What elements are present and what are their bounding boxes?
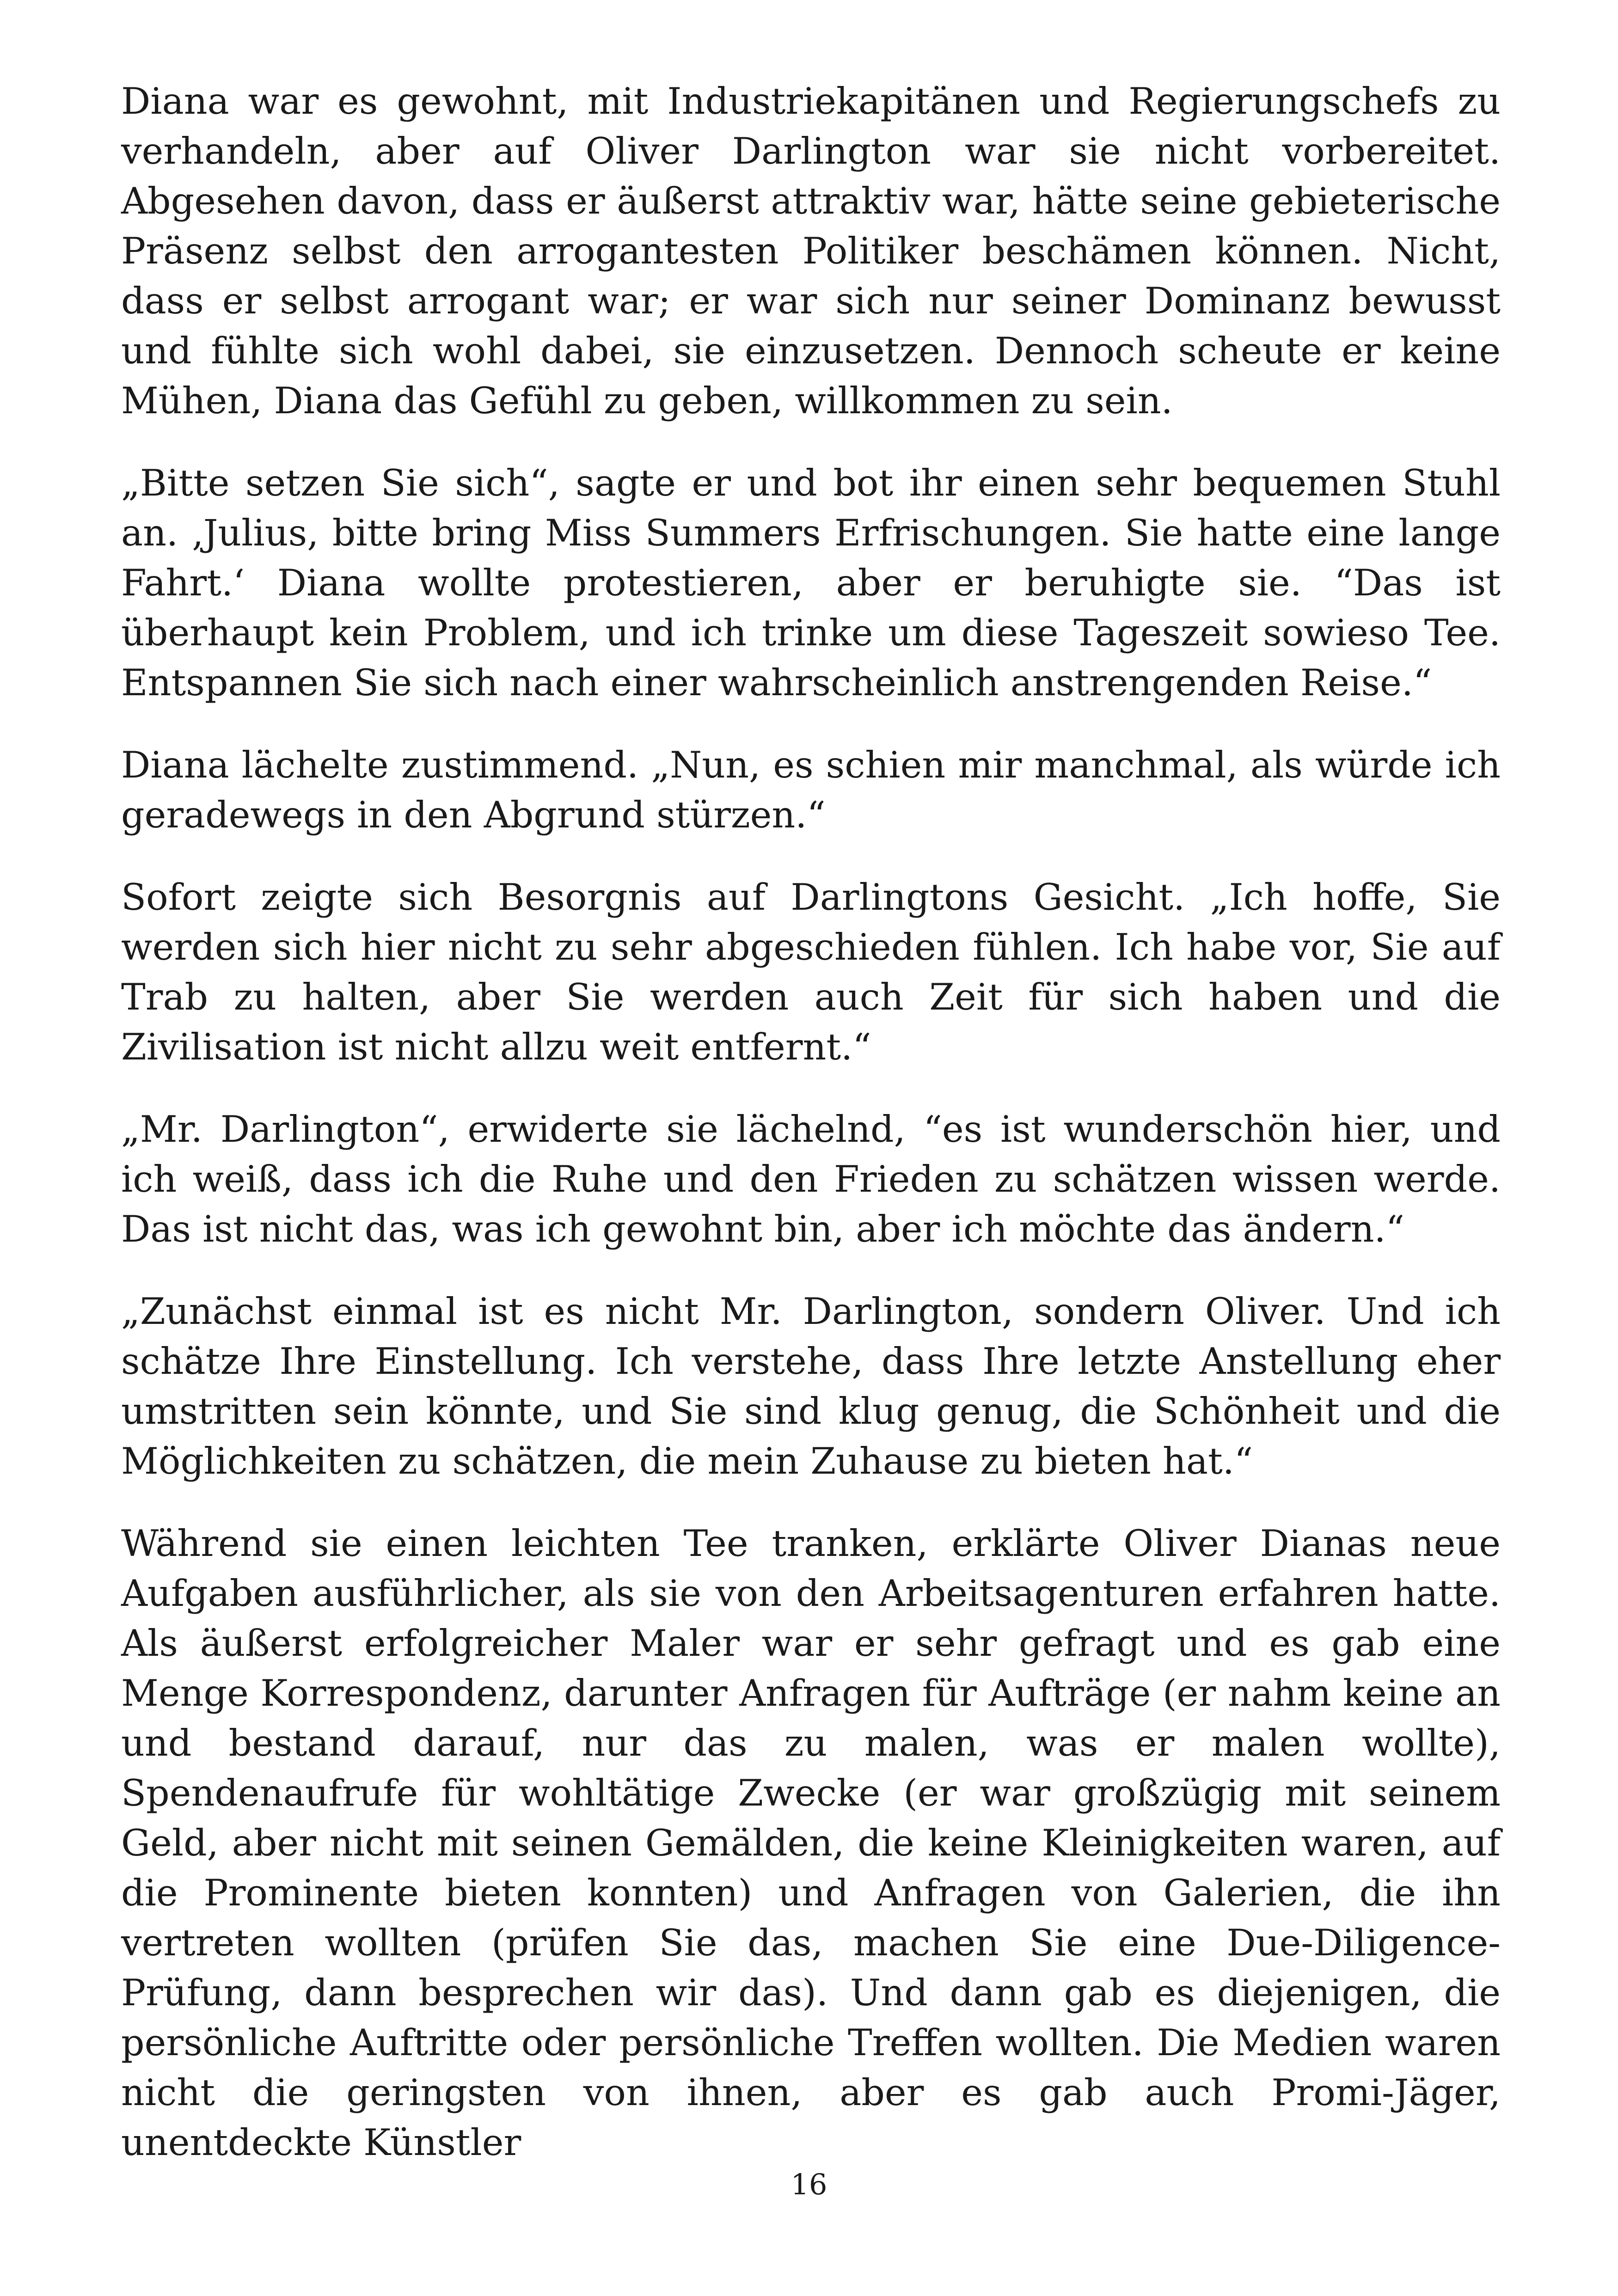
- paragraph-7: Während sie einen leichten Tee tranken, erklärte Oliver Dianas neue Aufgaben ausführlicher, als sie von den Arbeitsagenturen erfahren hatte. Als äußerst erfolgreicher Maler war er sehr gefragt und es gab eine Menge Korrespondenz, darunter Anfragen für Aufträge (er nahm keine an und bestand darauf, nur das zu malen, was er malen wollte), Spendenaufrufe für wohltätige Zwecke (er war großzügig mit seinem Geld, aber nicht mit seinen Gemälden, die keine Kleinigkeiten waren, auf die Prominente bieten konnten) und Anfragen von Galerien, die ihn vertreten wollten (prüfen Sie das, machen Sie eine Due-Diligence-Prüfung, dann besprechen wir das). Und dann gab es diejenigen, die persönliche Auftritte oder persönliche Treffen wollten. Die Medien waren nicht die geringsten von ihnen, aber es gab auch Promi-Jäger, unentdeckte Künstler: [121, 1522, 1501, 2164]
- paragraph-6: „Zunächst einmal ist es nicht Mr. Darlington, sondern Oliver. Und ich schätze Ihre Einstellung. Ich verstehe, dass Ihre letzte Anstellung eher umstritten sein könnte, und Sie sind klug genug, die Schönheit und die Möglichkeiten zu schätzen, die mein Zuhause zu bieten hat.“: [121, 1290, 1501, 1482]
- paragraph-1: Diana war es gewohnt, mit Industriekapitänen und Regierungschefs zu verhandeln, aber auf Oliver Darlington war sie nicht vorbereitet. Abgesehen davon, dass er äußerst attraktiv war, hätte seine gebieterische Präsenz selbst den arrogantesten Politiker beschämen können. Nicht, dass er selbst arrogant war; er war sich nur seiner Dominanz bewusst und fühlte sich wohl dabei, sie einzusetzen. Dennoch scheute er keine Mühen, Diana das Gefühl zu geben, willkommen zu sein.: [121, 80, 1501, 422]
- paragraph-4: Sofort zeigte sich Besorgnis auf Darlingtons Gesicht. „Ich hoffe, Sie werden sich hier nicht zu sehr abgeschieden fühlen. Ich habe vor, Sie auf Trab zu halten, aber Sie werden auch Zeit für sich haben und die Zivilisation ist nicht allzu weit entfernt.“: [121, 876, 1501, 1068]
- page-number: 16: [791, 2167, 827, 2201]
- page-body: [121, 76, 1501, 2200]
- paragraph-5: „Mr. Darlington“, erwiderte sie lächelnd, “es ist wunderschön hier, und ich weiß, dass ich die Ruhe und den Frieden zu schätzen wissen werde. Das ist nicht das, was ich gewohnt bin, aber ich möchte das ändern.“: [121, 1108, 1501, 1250]
- paragraph-3: Diana lächelte zustimmend. „Nun, es schien mir manchmal, als würde ich geradewegs in den Abgrund stürzen.“: [121, 744, 1501, 836]
- paragraph-2: „Bitte setzen Sie sich“, sagte er und bot ihr einen sehr bequemen Stuhl an. ‚Julius, bitte bring Miss Summers Erfrischungen. Sie hatte eine lange Fahrt.‘ Diana wollte protestieren, aber er beruhigte sie. “Das ist überhaupt kein Problem, und ich trinke um diese Tageszeit sowieso Tee. Entspannen Sie sich nach einer wahrscheinlich anstrengenden Reise.“: [121, 462, 1501, 704]
